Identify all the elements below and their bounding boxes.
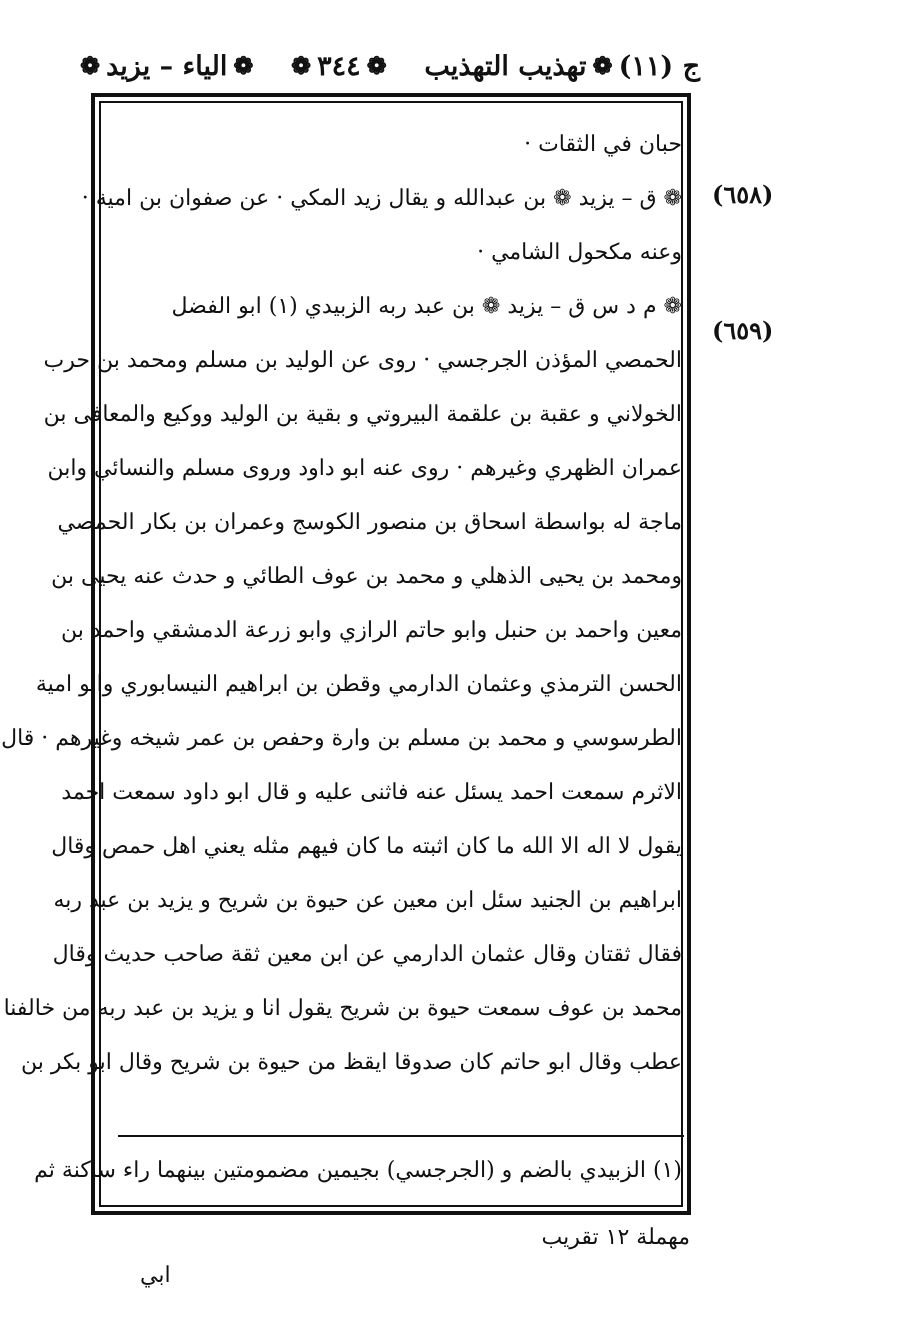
main-text xyxy=(1,118,682,1090)
ornament-icon: ❁ xyxy=(592,51,613,80)
text-line: الاثرم سمعت احمد يسئل عنه فاثنى عليه و قال ابو داود سمعت احمد xyxy=(61,780,682,805)
entry-number-658: (٦٥٨) xyxy=(712,180,774,209)
header-section xyxy=(80,51,253,82)
text-line: عطب وقال ابو حاتم كان صدوقا ايقظ من حيوة بن شريح وقال ابو بكر بن xyxy=(21,1050,682,1075)
text-line: ❁ ق – يزيد ❁ بن عبدالله و يقال زيد المكي · عن صفوان بن امية · xyxy=(81,186,682,211)
text-line: الخولاني و عقبة بن علقمة البيروتي و بقية بن الوليد ووكيع والمعافى بن xyxy=(43,402,682,427)
book-title: تهذيب التهذيب xyxy=(424,50,587,82)
volume-label: ج (١١) xyxy=(618,50,700,82)
ornament-icon: ❁ xyxy=(291,51,312,80)
text-line: وعنه مكحول الشامي · xyxy=(477,240,682,265)
text-line: معين واحمد بن حنبل وابو حاتم الرازي وابو زرعة الدمشقي واحمد بن xyxy=(60,618,682,643)
section-title: الياء – يزيد xyxy=(106,50,228,82)
text-line: الطرسوسي و محمد بن مسلم بن وارة وحفص بن عمر شيخه وغيرهم · قال xyxy=(1,726,682,751)
text-line: ابراهيم بن الجنيد سئل ابن معين عن حيوة بن شريح و يزيد بن عبد ربه xyxy=(53,888,682,913)
header-page xyxy=(291,51,387,82)
running-header xyxy=(80,44,700,88)
text-line: فقال ثقتان وقال عثمان الدارمي عن ابن معين ثقة صاحب حديث وقال xyxy=(52,942,682,967)
footnote: (١) الزبيدي بالضم و (الجرجسي) بجيمين مضمومتين بينهما راء ساكنة ثم xyxy=(34,1158,682,1183)
text-line: ❁ م د س ق – يزيد ❁ بن عبد ربه الزبيدي (١) ابو الفضل xyxy=(171,294,682,319)
ornament-icon: ❁ xyxy=(233,51,254,80)
text-line: الحسن الترمذي وعثمان الدارمي وقطن بن ابراهيم النيسابوري وابو امية xyxy=(35,672,682,697)
text-line: عمران الظهري وغيرهم · روى عنه ابو داود وروى مسلم والنسائي وابن xyxy=(47,456,682,481)
text-line: حبان في الثقات · xyxy=(524,132,682,157)
header-volume xyxy=(424,51,700,82)
ornament-icon: ❁ xyxy=(80,51,101,80)
text-line: محمد بن عوف سمعت حيوة بن شريح يقول انا و يزيد بن عبد ربه من خالفنا xyxy=(3,996,682,1021)
ornament-icon: ❁ xyxy=(366,51,387,80)
text-line: ماجة له بواسطة اسحاق بن منصور الكوسج وعمران بن بكار الحمصي xyxy=(57,510,682,535)
text-line: الحمصي المؤذن الجرجسي · روى عن الوليد بن مسلم ومحمد بن حرب xyxy=(43,348,682,373)
entry-number-659: (٦٥٩) xyxy=(712,316,774,345)
text-line: ومحمد بن يحيى الذهلي و محمد بن عوف الطائي و حدث عنه يحيى بن xyxy=(51,564,682,589)
footnote-divider xyxy=(118,1135,684,1137)
footnote-continuation: مهملة ١٢ تقريب xyxy=(541,1225,690,1250)
page-number: ٣٤٤ xyxy=(317,50,361,82)
catchword: ابي xyxy=(140,1263,171,1288)
text-line: يقول لا اله الا الله ما كان اثبته ما كان فيهم مثله يعني اهل حمص وقال xyxy=(51,834,682,859)
